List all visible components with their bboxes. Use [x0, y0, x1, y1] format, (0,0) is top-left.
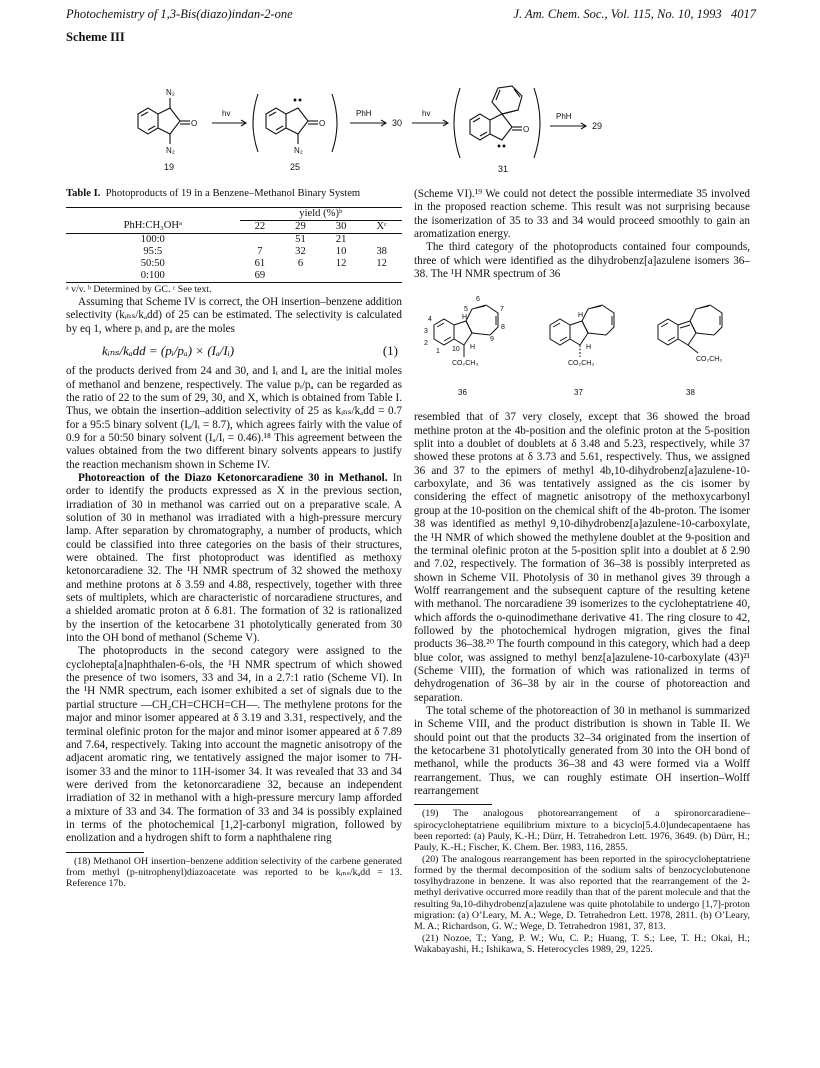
locant-6: 6	[476, 296, 480, 304]
footnote-20: (20) The analogous rearrangement has been reported in the spirocycloheptatriene formed by the thermal decomposition of the sodium salts of benzocyclobutenone tosylhydrazone in benzene. It was also reported that the rearrangement of the 2-methyl derivative occurred more readily than that of the parent molecule and that the resulting 9a,10-dihydrobenz[a]azulene was quite photolabile to undergo [1,7]-proton migration: (a) O’Leary, M. A.; Wege, D. Tetrahedron Lett. 1978, 2811. (b) O’Leary, M. A.; Richardson, G. W.; Wege, D. Tetrahedron 1981, 37, 813.	[414, 853, 750, 933]
table-i-footnote: ᵃ v/v. ᵇ Determined by GC. ᶜ See text.	[66, 283, 212, 295]
o-label-19: O	[191, 119, 198, 128]
locant-5: 5	[464, 306, 468, 314]
hv-label-2: hv	[422, 109, 431, 118]
h-label-36a: H	[462, 314, 468, 322]
table-row	[66, 270, 402, 283]
hv-label-1: hv	[222, 109, 231, 118]
table-cell: 7	[257, 245, 263, 257]
table-cell: 61	[254, 257, 266, 269]
compound-37-label: 37	[574, 388, 583, 398]
table-col-header: PhH:CH₃OHᵃ	[66, 220, 240, 233]
locant-3: 3	[424, 328, 428, 336]
locant-1: 1	[436, 348, 440, 356]
footnote-divider	[66, 852, 144, 853]
co2ch3-label-37: CO₂CH₃	[568, 360, 595, 368]
equation-expression: kᵢₙₛ/kₐdd = (pᵢ/pₐ) × (Iₐ/Iᵢ)	[102, 342, 235, 358]
table-i-caption-text: Photoproducts of 19 in a Benzene–Methanol Binary System	[105, 188, 361, 199]
h-label-37a: H	[578, 312, 584, 320]
locant-9: 9	[490, 336, 494, 344]
structures-36-38-figure	[414, 287, 750, 405]
table-i	[66, 207, 402, 283]
right-column	[414, 188, 750, 955]
compound-19-structure	[138, 98, 190, 144]
table-cell: 12	[376, 257, 387, 269]
left-column	[66, 188, 402, 889]
paragraph-with-heading	[66, 472, 402, 645]
compound-38-structure	[658, 305, 722, 353]
n2-bottom-label: N₂	[166, 146, 175, 155]
table-row	[66, 258, 402, 270]
table-cell: 10	[335, 245, 347, 257]
paragraph: The third category of the photoproducts contained four compounds, three of which were identified as the dihydrobenz[a]azulene isomers 36–38. The ¹H NMR spectrum of 36	[414, 241, 750, 281]
locant-8: 8	[501, 324, 505, 332]
table-col-header: 29	[280, 220, 321, 233]
h-label-36b: H	[470, 344, 476, 352]
table-cell	[361, 233, 402, 246]
table-cell	[321, 270, 362, 283]
table-cell: 50:50	[140, 257, 165, 269]
table-cell: 51	[295, 233, 306, 245]
scheme-iii-diagram	[130, 78, 750, 176]
section-heading: Photoreaction of the Diazo Ketonorcaradiene 30 in Methanol.	[78, 471, 388, 484]
equation-number: (1)	[382, 342, 398, 358]
phh-label-2: PhH	[556, 112, 572, 121]
paragraph-text: In order to identify the products expressed as X in the previous section, irradiation of 30 in methanol was carried out on a preparative scale. A solution of 30 in methanol was irradiated with a high-pressure mercury lamp. After separation by chromatography, a number of products, which could be classified into three categories on the basis of their structures, were obtained. The first photoproduct was identified as methoxy ketonorcaradiene 32. The ¹H NMR spectrum of 32 showed the methoxy and methine protons at δ 3.59 and 4.88, respectively, together with three sets of multiplets, which are characteristic of norcaradiene structures, and a shielded aromatic proton at δ 6.81. The formation of 32 is rationalized by the insertion of the ketocarbene 31 photolytically generated from 30 into the OH bond of methanol (Scheme V).	[66, 471, 403, 645]
table-col-header: 30	[321, 220, 362, 233]
running-title: Photochemistry of 1,3-Bis(diazo)indan-2-one	[66, 7, 293, 21]
footnote-18: (18) Methanol OH insertion–benzene addition selectivity of the carbene generated from methyl (p-nitrophenyl)diazoacetate was reported to be kᵢₙₛ/kₐdd = 13. Reference 17b.	[66, 855, 402, 890]
compound-25-structure	[266, 99, 318, 144]
table-row	[66, 233, 402, 246]
paragraph: resembled that of 37 very closely, except that 36 showed the broad methine proton at the 4b-position and the olefinic proton at the 5-position split into a doublet of doublets at δ 3.48 and 5.23, respectively, while 37 showed these protons at δ 3.73 and 5.61, respectively. Thus, we assigned 36 and 37 to the epimers of methyl 4b,10-dihydrobenz[a]azulene-10-carboxylate, and 36 was tentatively assigned as the cis isomer by considering the effect of magnetic anisotropy of the methoxycarbonyl group at the 10-position on the chemical shift of the 4b-proton. The isomer 38 was identified as methyl 9,10-dihydrobenz[a]azulene-10-carboxylate, the ¹H NMR of which showed the methylene doublet at the 9-position and the terminal olefinic proton at the 5-position split into a doublet at δ 2.90 and 7.02, respectively. The formation of 36–38 is possibly interpreted as shown in Scheme VII. Photolysis of 30 in methanol gives 39 through a Wolff rearrangement and the subsequent capture of the resulting ketene with methanol. The norcaradiene 39 isomerizes to the cycloheptatriene 40, which affords the o-quinodimethane derivative 41. The ring closure to 42, followed by the photochemical hydrogen migration, gives the final products 36–38.²⁰ The fourth compound in this category, which had a deep blue color, was assigned to methyl benz[a]azulene-10-carboxylate (43)²¹ (Scheme VIII), the formation of which was rationalized in terms of dehydrogenation of 36–38 by air in the course of photoreaction and separation.	[414, 411, 750, 704]
table-row	[66, 246, 402, 258]
compound-30-label: 30	[392, 118, 403, 128]
structures-svg	[414, 287, 750, 405]
n2-mid-label: N₂	[294, 146, 303, 155]
compound-19-label: 19	[164, 162, 175, 172]
paragraph: of the products derived from 24 and 30, and Iᵢ and Iₐ are the initial moles of methanol and benzene, respectively. The value pᵢ/pₐ can be regarded as the ratio of 22 to the sum of 29, 30, and X, which is obtained from Table I. Thus, we obtain the insertion–addition selectivity of 25 as kᵢₙₛ/kₐdd = 0.7 for a 95:5 binary solvent (Iₐ/Iᵢ = 8.7), which agrees fairly with the value of 0.9 for a 50:50 binary solvent (Iₐ/Iᵢ = 0.46).¹⁸ This agreement between the values obtained from the two different binary solvents appears to justify the reaction mechanism shown in Scheme IV.	[66, 365, 402, 471]
journal-citation	[513, 4, 756, 24]
paragraph: (Scheme VI).¹⁹ We could not detect the possible intermediate 35 involved in the proposed reaction scheme. This result was not surprising because the isomerization of 35 to 33 and 34 would proceed smoothly to gain an aromatization energy.	[414, 188, 750, 241]
equation-1	[66, 336, 402, 365]
o-label-25: O	[319, 119, 326, 128]
running-header	[66, 4, 756, 24]
co2ch3-label-36: CO₂CH₃	[452, 360, 479, 368]
table-cell: 6	[297, 257, 304, 269]
compound-29-label: 29	[592, 121, 603, 131]
table-cell: 100:0	[140, 233, 165, 245]
table-cell: 0:100	[66, 270, 240, 283]
compound-31-label: 31	[498, 164, 509, 174]
paragraph: Assuming that Scheme IV is correct, the OH insertion–benzene addition selectivity (kᵢₙₛ/kₐdd) of 25 can be estimated. The selectivity is calculated by eq 1, where pᵢ and pₐ are the moles	[66, 295, 402, 335]
footnote-19: (19) The analogous photorearrangement of a spironorcaradiene–spirocycloheptatriene equilibrium mixture to a bicyclo[5.4.0]undecapentaene has been reported: (a) Pauly, K.-H.; Dürr, H. Tetrahedron Lett. 1976, 3649. (b) Dürr, H.; Pauly, K.-H.; Fischer, K. Chem. Ber. 1983, 116, 2855.	[414, 808, 750, 854]
table-yield-header: yield (%)ᵇ	[240, 207, 402, 220]
page-number: 4017	[731, 7, 756, 21]
footnote-divider	[414, 804, 492, 805]
n2-top-label: N₂	[166, 88, 175, 97]
table-header-row	[66, 220, 402, 233]
compound-25-label: 25	[290, 162, 301, 172]
table-cell: 12	[335, 257, 347, 269]
locant-10: 10	[452, 346, 460, 354]
table-cell	[280, 270, 321, 283]
table-cell: 69	[240, 270, 281, 283]
compound-31-structure	[470, 86, 522, 147]
table-col-header: Xᶜ	[361, 220, 402, 233]
table-cell: 21	[335, 233, 347, 245]
compound-36-label: 36	[458, 388, 467, 398]
journal-ref: J. Am. Chem. Soc., Vol. 115, No. 10, 1993	[513, 7, 722, 21]
table-i-caption	[66, 188, 402, 201]
table-cell	[240, 233, 281, 246]
locant-4: 4	[428, 316, 432, 324]
paragraph: The total scheme of the photoreaction of 30 in methanol is summarized in Scheme VIII, and the product distribution is shown in Table II. We should point out that the products 32–34 originated from the insertion of the ketocarbene 31 photolytically generated from 30 into the OH bond of methanol, while the products 36–38 and 43 were formed via a Wolff rearrangement. Thus, we can roughly estimate OH insertion–Wolff rearrangement	[414, 704, 750, 798]
o-label-31: O	[523, 125, 530, 134]
h-label-37b: H	[586, 344, 592, 352]
locant-7: 7	[500, 306, 504, 314]
table-i-caption-label: Table I.	[66, 188, 101, 199]
table-cell: 95:5	[143, 245, 163, 257]
phh-label-1: PhH	[356, 109, 372, 118]
paragraph: The photoproducts in the second category were assigned to the cyclohepta[a]naphthalen-6-ols, the ¹H NMR spectrum of which showed the presence of two isomers, 33 and 34, in a 2.7:1 ratio (Scheme VI). In the ¹H NMR spectrum, each isomer exhibited a set of signals due to the partial structure —CH₂CH=CHCH=CH—. The methylene protons for the major and minor isomer appeared at δ 3.19 and 3.31, respectively, and the terminal olefinic proton for the major and minor isomer appeared at δ 7.89 and 7.64, respectively. Taking into account the magnetic anisotropy of the adjacent aromatic ring, we tentatively assigned the major isomer to 7H-isomer 33 and the minor to 11H-isomer 34. It was revealed that 33 and 34 were derived from the ketonorcaradiene 32, because an independent irradiation of 32 in methanol with a high-pressure mercury lamp afforded a mixture of 33 and 34. The formation of 33 and 34 is possibly explained in terms of the photochemical [1,2]-carbonyl migration, followed by enolization and a hydrogen shift to form a naphthalene ring	[66, 645, 402, 845]
co2ch3-label-38: CO₂CH₃	[696, 356, 723, 364]
table-cell	[361, 270, 402, 283]
compound-38-label: 38	[686, 388, 695, 398]
footnote-21: (21) Nozoe, T.; Yang, P. W.; Wu, C. P.; Huang, T. S.; Lee, T. H.; Okai, H.; Wakabayashi, H.; Ishikawa, S. Heterocycles 1989, 29, 1225.	[414, 932, 750, 955]
table-col-header: 22	[240, 220, 281, 233]
table-cell: 32	[295, 245, 306, 257]
locant-2: 2	[424, 340, 428, 348]
scheme-title: Scheme III	[66, 30, 125, 44]
table-cell: 38	[376, 245, 387, 257]
